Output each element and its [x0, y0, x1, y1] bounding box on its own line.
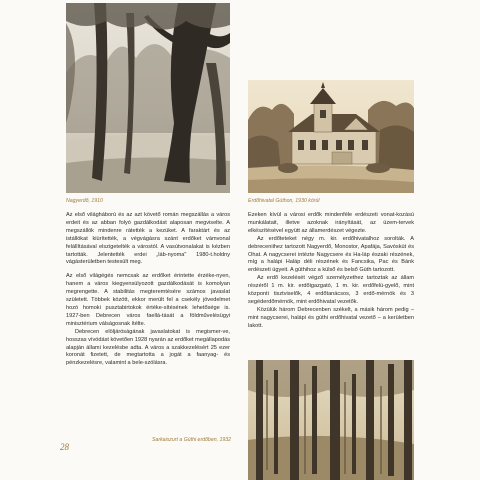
- caption-photo-bottom: Sarkaiszurt a Gúthi erdőben, 1932: [152, 437, 232, 443]
- paragraph: Közülük három Debrecenben székelt, a másik három pedig – mint nagycserei, halápi és gúthi erdőhivatal vezető – a kerületben lakott.: [248, 306, 414, 329]
- left-text-column: [66, 212, 230, 374]
- photo-erdohivatal: [248, 80, 414, 193]
- caption-photo-left: Nagyerdő, 1910: [66, 198, 103, 204]
- right-text-column: [248, 212, 414, 337]
- paragraph: Ezeken kívül a városi erdők mindenféle erdészeti vonat-kozású munkálatait, illetve azoknak irányítását, az üzem-tervek elkészítésével együtt az államerdészet végezte.: [248, 212, 414, 234]
- caption-photo-right: Erdőhivatal Gúthon, 1930 körül: [248, 198, 320, 204]
- photo-forest: [248, 360, 414, 480]
- paragraph: Debrecen elöljáróságának javaslatokat is megismer-ve, hosszas vívódást követően 1928 nyarán az erdőket megállapodás alapján állami kezelésbe adta. A város a szakkezelésért 25 ezer koronát fizetett, de megtartotta a jogát a faanyag- és pénzkezelésre, valamint a bele-szólásra.: [66, 328, 230, 367]
- paragraph: Az erdőteteket négy m. kir. erdőhivatalhoz sorolták. A debreceniihez tartozott Nagyerdő, Monostor, Apafája, Savóskút és Ohat. A nagycserei intézte Nagycsere és Ha-láp északi részének, míg a halápi Haláp déli részének és Fancsika, Pac és Bánk erdészeti ügyeit. A gúthihoz a külső és belső Gúth tartozott.: [248, 235, 414, 274]
- paragraph: Az első világháború és az azt követő román megszállás a város erdeit és az abban folyó gazdálkodást alaposan megviselte. A megszállók mindenre rátették a kezüket. A faraktárt és az istállókat kiürítették, a végvágásra szánt erdőket vámvonal felállításával elszigetelték a várostól. A vasútvonalakat is kézben tartották. Jelentették erdei „láb-nyoma" 1980-t.holdny vágásterületben testesült meg.: [66, 212, 230, 266]
- page-number: 28: [60, 442, 69, 452]
- paragraph: Az első világégés nemcsak az erdőket érintette érzéke-nyen, hanem a város kiegyensúlyozott gazdálkodását is komolyan megrengette. A stabilitás megteremtésére számos javaslat született. Többek között, ekkor merült fel a csekély jövedelmet hozó homoki pusztabirtokok értéke-sítésének lehetősége is. 1927-ben Debrecen város faellá-tását a földművelésügyi minisztérium válságosnak ítélte.: [66, 273, 230, 327]
- photo-nagyerdo: [66, 3, 230, 193]
- paragraph: Az erdő kezelését végző személyzethez tartoztak az állam részéről 1 m. kir. erdőigazgató, 1 m. kir. erdőfelü-gyelő, mint központi tisztviselők, 4 erdőtanácsos, 3 erdő-mérnök és 3 segéderdőmérnök, mint erdőhivatal vezetők.: [248, 275, 414, 305]
